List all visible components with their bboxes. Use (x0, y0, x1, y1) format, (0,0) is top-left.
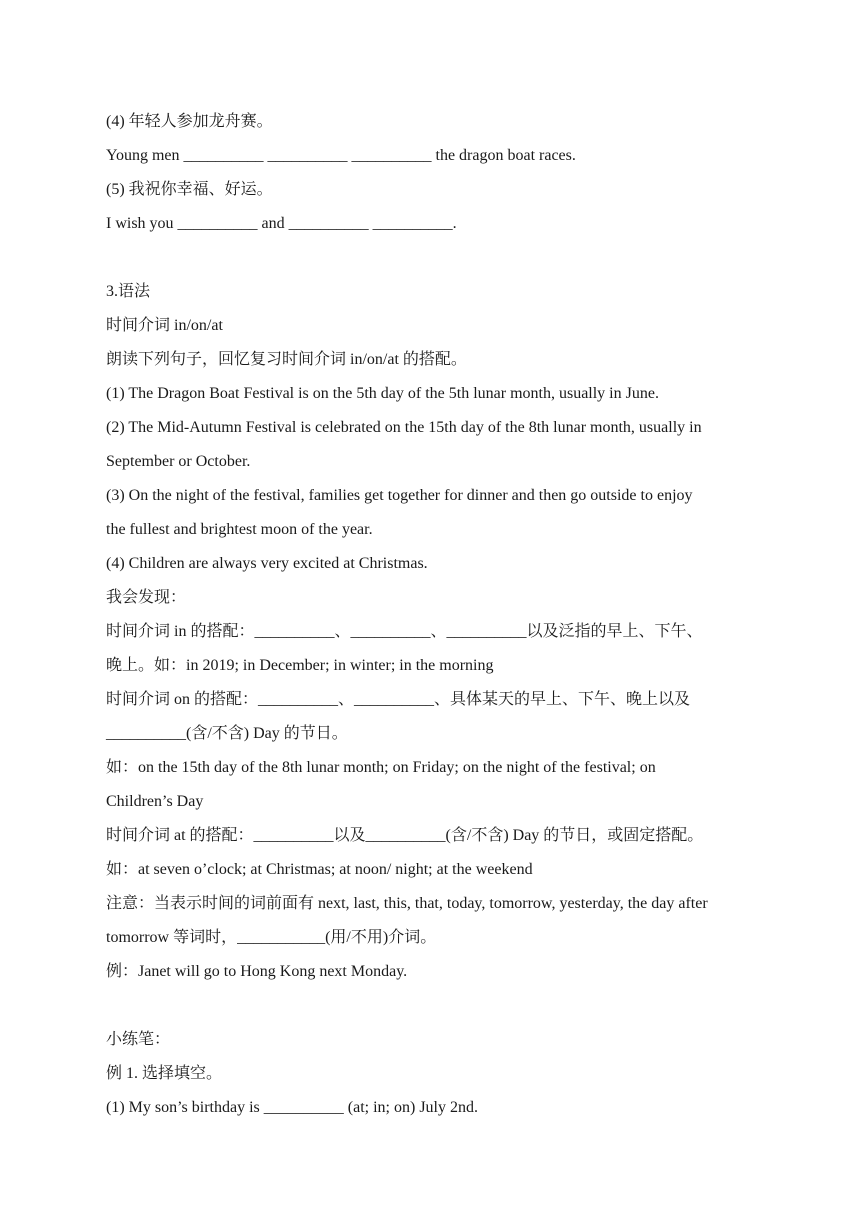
example-sentence-4: (4) Children are always very excited at Christmas. (106, 555, 428, 572)
in-collocation-rule: 时间介词 in 的搭配：__________、__________、__________以及泛指的早上、下午、 (106, 623, 703, 640)
on-collocation-rule: 时间介词 on 的搭配：__________、__________、具体某天的早上、下午、晚上以及 (106, 691, 691, 708)
exercise-4-blank-sentence: Young men __________ __________ __________ the dragon boat races. (106, 147, 576, 164)
exercise-5-prompt: (5) 我祝你幸福、好运。 (106, 181, 273, 198)
grammar-topic: 时间介词 in/on/at (106, 317, 223, 334)
example-sentence-3: (3) On the night of the festival, families get together for dinner and then go outside to enjoy (106, 487, 693, 504)
example-sentence-2-continued: September or October. (106, 453, 251, 470)
grammar-instruction: 朗读下列句子，回忆复习时间介词 in/on/at 的搭配。 (106, 351, 467, 368)
example-sentence-3-continued: the fullest and brightest moon of the year. (106, 521, 373, 538)
section-heading-grammar: 3.语法 (106, 283, 151, 300)
exercise-4-prompt: (4) 年轻人参加龙舟赛。 (106, 113, 273, 130)
at-collocation-examples: 如：at seven o’clock; at Christmas; at noon/ night; at the weekend (106, 861, 533, 878)
at-collocation-rule: 时间介词 at 的搭配：__________以及__________(含/不含) Day 的节日，或固定搭配。 (106, 827, 704, 844)
note-rule: 注意：当表示时间的词前面有 next, last, this, that, today, tomorrow, yesterday, the day after (106, 895, 708, 912)
discovery-heading: 我会发现： (106, 589, 187, 606)
note-rule-continued: tomorrow 等词时，___________(用/不用)介词。 (106, 929, 437, 946)
in-collocation-examples: 晚上。如：in 2019; in December; in winter; in the morning (106, 657, 494, 674)
practice-heading: 小练笔： (106, 1031, 171, 1048)
practice-question-1: (1) My son’s birthday is __________ (at; in; on) July 2nd. (106, 1099, 478, 1116)
on-collocation-examples: 如：on the 15th day of the 8th lunar month; on Friday; on the night of the festival; on (106, 759, 656, 776)
example-sentence-1: (1) The Dragon Boat Festival is on the 5th day of the 5th lunar month, usually in June. (106, 385, 659, 402)
example-sentence-2: (2) The Mid-Autumn Festival is celebrated on the 15th day of the 8th lunar month, usually in (106, 419, 702, 436)
practice-instruction: 例 1. 选择填空。 (106, 1065, 223, 1082)
note-example: 例：Janet will go to Hong Kong next Monday. (106, 963, 408, 980)
exercise-5-blank-sentence: I wish you __________ and __________ __________. (106, 215, 457, 232)
on-collocation-rule-continued: __________(含/不含) Day 的节日。 (106, 725, 348, 742)
on-collocation-examples-continued: Children’s Day (106, 793, 204, 810)
